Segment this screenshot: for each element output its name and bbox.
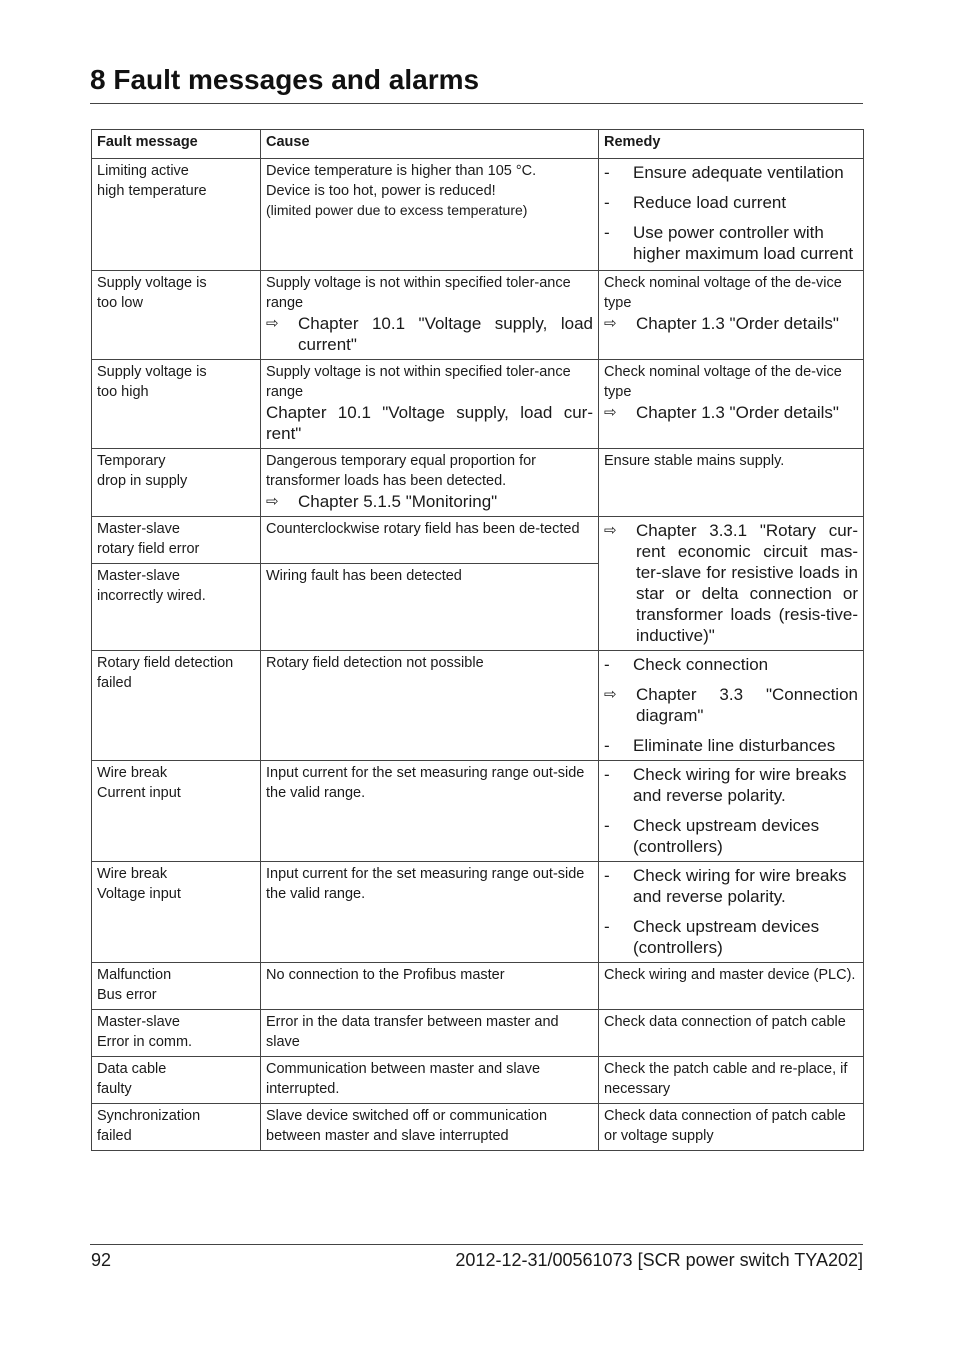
table-row <box>92 761 864 862</box>
fault-cell <box>92 651 261 761</box>
table-row <box>92 1057 864 1104</box>
fault-line: too high <box>97 383 149 400</box>
cause-text: Counterclockwise rotary field has been de-tected <box>266 521 580 537</box>
cause-cell <box>261 564 599 651</box>
table-row <box>92 271 864 360</box>
cause-text: Dangerous temporary equal proportion for transformer loads has been detected. <box>266 453 537 489</box>
remedy-dash-item: - Ensure adequate ventilation <box>604 162 858 183</box>
cause-cell <box>261 1057 599 1104</box>
cause-cell <box>261 449 599 517</box>
table-row <box>92 1104 864 1151</box>
cause-cell <box>261 862 599 963</box>
table-row <box>92 1010 864 1057</box>
fault-line: Temporary <box>97 453 166 469</box>
fault-cell <box>92 963 261 1010</box>
cause-text: Rotary field detection not possible <box>266 655 484 671</box>
column-header-fault: Fault message <box>92 130 261 159</box>
chapter-reference: ⇨ Chapter 1.3 "Order details" <box>604 313 858 334</box>
fault-cell <box>92 517 261 564</box>
fault-line: failed <box>97 1127 132 1144</box>
fault-line: incorrectly wired. <box>97 587 206 604</box>
fault-table <box>91 129 864 1151</box>
fault-line: Master-slave <box>97 521 180 537</box>
remedy-cell <box>599 517 864 651</box>
fault-line: Wire break <box>97 866 168 882</box>
title-rule <box>90 103 863 104</box>
cause-text: Supply voltage is not within specified toler-ance range <box>266 364 571 400</box>
fault-cell <box>92 159 261 271</box>
remedy-cell <box>599 963 864 1010</box>
remedy-text: Check the patch cable and re-place, if necessary <box>604 1061 848 1097</box>
fault-line: too low <box>97 294 143 311</box>
fault-line: Synchronization <box>97 1108 201 1124</box>
fault-line: Data cable <box>97 1061 167 1077</box>
cause-note: (limited power due to excess temperature) <box>266 202 528 218</box>
cause-cell <box>261 159 599 271</box>
cause-text: Input current for the set measuring range out-side the valid range. <box>266 866 585 902</box>
remedy-cell <box>599 360 864 449</box>
remedy-dash-item: - Check upstream devices (controllers) <box>604 815 858 857</box>
cause-text: No connection to the Profibus master <box>266 967 505 983</box>
remedy-dash-item: - Check connection <box>604 654 858 675</box>
cause-text: Device temperature is higher than 105 °C. <box>266 163 537 179</box>
cause-text: Communication between master and slave interrupted. <box>266 1061 541 1097</box>
chapter-reference: ⇨ Chapter 5.1.5 "Monitoring" <box>266 491 593 512</box>
cause-text: Device is too hot, power is reduced! <box>266 182 496 199</box>
remedy-cell <box>599 651 864 761</box>
fault-cell <box>92 1057 261 1104</box>
table-row <box>92 963 864 1010</box>
remedy-cell <box>599 271 864 360</box>
fault-line: Voltage input <box>97 885 181 902</box>
remedy-text: Check nominal voltage of the de-vice type <box>604 275 842 311</box>
remedy-text: Check data connection of patch cable <box>604 1014 846 1030</box>
remedy-dash-item: - Eliminate line disturbances <box>604 735 858 756</box>
table-row <box>92 517 864 564</box>
fault-line: high temperature <box>97 182 207 199</box>
remedy-text: Ensure stable mains supply. <box>604 453 785 469</box>
cause-text: Input current for the set measuring range out-side the valid range. <box>266 765 585 801</box>
table-row <box>92 651 864 761</box>
cause-cell <box>261 651 599 761</box>
fault-cell <box>92 360 261 449</box>
chapter-reference: Chapter 10.1 "Voltage supply, load cur-rent" <box>266 403 593 443</box>
remedy-text: Check nominal voltage of the de-vice type <box>604 364 842 400</box>
footer-rule <box>90 1244 863 1245</box>
fault-cell <box>92 862 261 963</box>
cause-text: Error in the data transfer between master and slave <box>266 1014 559 1050</box>
fault-cell <box>92 564 261 651</box>
remedy-cell <box>599 449 864 517</box>
fault-cell <box>92 1104 261 1151</box>
fault-line: rotary field error <box>97 540 200 557</box>
cause-cell <box>261 963 599 1010</box>
remedy-cell <box>599 1010 864 1057</box>
chapter-reference: ⇨ Chapter 1.3 "Order details" <box>604 402 858 423</box>
fault-line: Master-slave <box>97 1014 180 1030</box>
fault-line: Bus error <box>97 986 157 1003</box>
fault-line: Supply voltage is <box>97 275 207 291</box>
fault-line: Limiting active <box>97 163 189 179</box>
remedy-cell <box>599 761 864 862</box>
remedy-text: Check data connection of patch cable or voltage supply <box>604 1108 846 1144</box>
chapter-reference: ⇨ Chapter 3.3 "Connection diagram" <box>604 684 858 726</box>
column-header-cause: Cause <box>261 130 599 159</box>
fault-line: drop in supply <box>97 472 188 489</box>
page-number: 92 <box>91 1250 112 1270</box>
cause-cell <box>261 360 599 449</box>
fault-cell <box>92 271 261 360</box>
remedy-cell <box>599 1057 864 1104</box>
fault-line: Wire break <box>97 765 168 781</box>
document-reference: 2012-12-31/00561073 [SCR power switch TYA202] <box>455 1250 863 1270</box>
fault-line: Rotary field detection <box>97 655 234 671</box>
cause-cell <box>261 517 599 564</box>
table-header-row <box>92 130 864 159</box>
cause-text: Slave device switched off or communication between master and slave interrupted <box>266 1108 548 1144</box>
fault-cell <box>92 1010 261 1057</box>
chapter-reference: ⇨ Chapter 10.1 "Voltage supply, load current" <box>266 313 593 355</box>
fault-line: Master-slave <box>97 568 180 584</box>
remedy-text: Check wiring and master device (PLC). <box>604 967 856 983</box>
remedy-dash-item: - Check wiring for wire breaks and reverse polarity. <box>604 764 858 806</box>
fault-line: failed <box>97 674 132 691</box>
remedy-dash-item: - Reduce load current <box>604 192 858 213</box>
column-header-remedy: Remedy <box>599 130 864 159</box>
fault-line: Error in comm. <box>97 1033 193 1050</box>
cause-cell <box>261 1104 599 1151</box>
cause-text: Supply voltage is not within specified toler-ance range <box>266 275 571 311</box>
remedy-cell <box>599 862 864 963</box>
fault-line: Malfunction <box>97 967 172 983</box>
remedy-dash-item: - Check upstream devices (controllers) <box>604 916 858 958</box>
cause-text: Wiring fault has been detected <box>266 568 462 584</box>
fault-line: faulty <box>97 1080 132 1097</box>
fault-cell <box>92 761 261 862</box>
remedy-dash-item: - Check wiring for wire breaks and reverse polarity. <box>604 865 858 907</box>
cause-cell <box>261 761 599 862</box>
page-title: 8 Fault messages and alarms <box>90 64 480 95</box>
chapter-reference: ⇨ Chapter 3.3.1 "Rotary cur-rent economic circuit mas-ter-slave for resistive loads in star or delta connection or transformer loads (resis-tive-inductive)" <box>604 520 858 646</box>
table-row <box>92 159 864 271</box>
fault-line: Current input <box>97 784 181 801</box>
remedy-dash-item: - Use power controller with higher maximum load current <box>604 222 858 264</box>
fault-line: Supply voltage is <box>97 364 207 380</box>
remedy-cell <box>599 1104 864 1151</box>
table-row <box>92 360 864 449</box>
cause-cell <box>261 1010 599 1057</box>
table-row <box>92 862 864 963</box>
fault-cell <box>92 449 261 517</box>
cause-cell <box>261 271 599 360</box>
remedy-cell <box>599 159 864 271</box>
table-row <box>92 449 864 517</box>
